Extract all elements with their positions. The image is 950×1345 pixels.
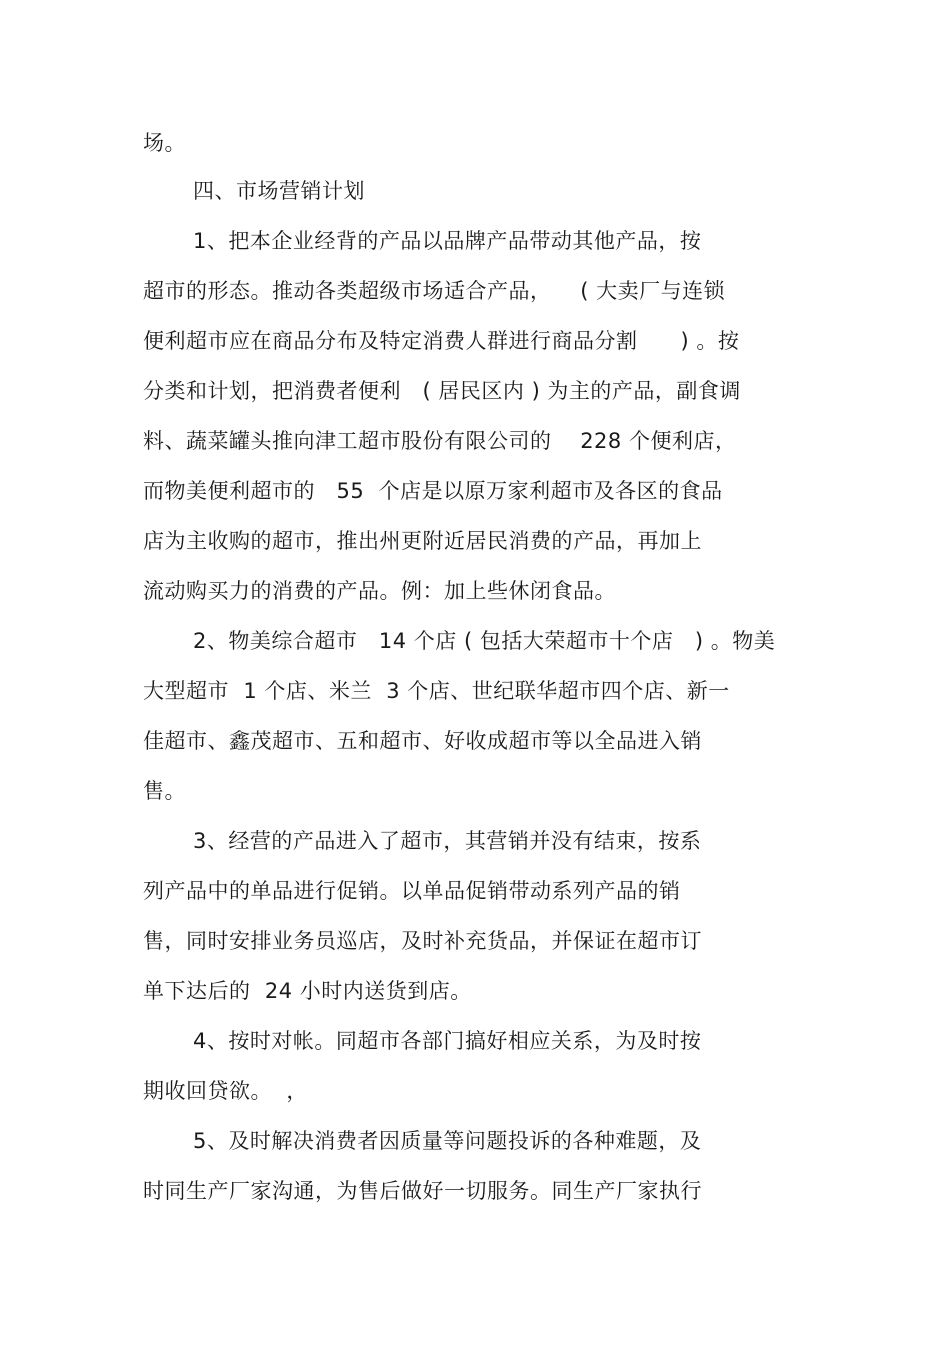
text-line: 1、把本企业经背的产品以品牌产品带动其他产品，按 xyxy=(193,229,702,253)
text-line: 料、蔬菜罐头推向津工超市股份有限公司的 228 个便利店， xyxy=(143,429,737,453)
text-line: 期收回贷欲。 ， xyxy=(143,1079,308,1103)
text-line: 分类和计划，把消费者便利 ( 居民区内 ) 为主的产品，副食调 xyxy=(143,379,741,403)
text-line: 3、经营的产品进入了超市，其营销并没有结束，按系 xyxy=(193,829,702,853)
text-line: 列产品中的单品进行促销。以单品促销带动系列产品的销 xyxy=(143,879,681,903)
text-line: 而物美便利超市的 55 个店是以原万家利超市及各区的食品 xyxy=(143,479,723,503)
text-line: 超市的形态。推动各类超级市场适合产品， ( 大卖厂与连锁 xyxy=(143,279,726,303)
text-line: 4、按时对帐。同超市各部门搞好相应关系，为及时按 xyxy=(193,1029,702,1053)
text-line: 便利超市应在商品分布及特定消费人群进行商品分割 ) 。按 xyxy=(143,329,740,353)
text-line: 大型超市 1 个店、米兰 3 个店、世纪联华超市四个店、新一 xyxy=(143,679,730,703)
text-line: 售。 xyxy=(143,779,186,803)
text-line: 单下达后的 24 小时内送货到店。 xyxy=(143,979,472,1003)
section-heading: 四、市场营销计划 xyxy=(193,179,365,203)
text-line: 2、物美综合超市 14 个店 ( 包括大荣超市十个店 ) 。物美 xyxy=(193,629,776,653)
text-line: 5、及时解决消费者因质量等问题投诉的各种难题，及 xyxy=(193,1129,702,1153)
text-line: 佳超市、鑫茂超市、五和超市、好收成超市等以全品进入销 xyxy=(143,729,702,753)
text-line: 售，同时安排业务员巡店，及时补充货品，并保证在超市订 xyxy=(143,929,702,953)
text-line: 时同生产厂家沟通，为售后做好一切服务。同生产厂家执行 xyxy=(143,1179,702,1203)
text-line: 流动购买力的消费的产品。例：加上些休闭食品。 xyxy=(143,579,616,603)
text-line: 场。 xyxy=(143,131,186,155)
text-line: 店为主收购的超市，推出州更附近居民消费的产品，再加上 xyxy=(143,529,702,553)
